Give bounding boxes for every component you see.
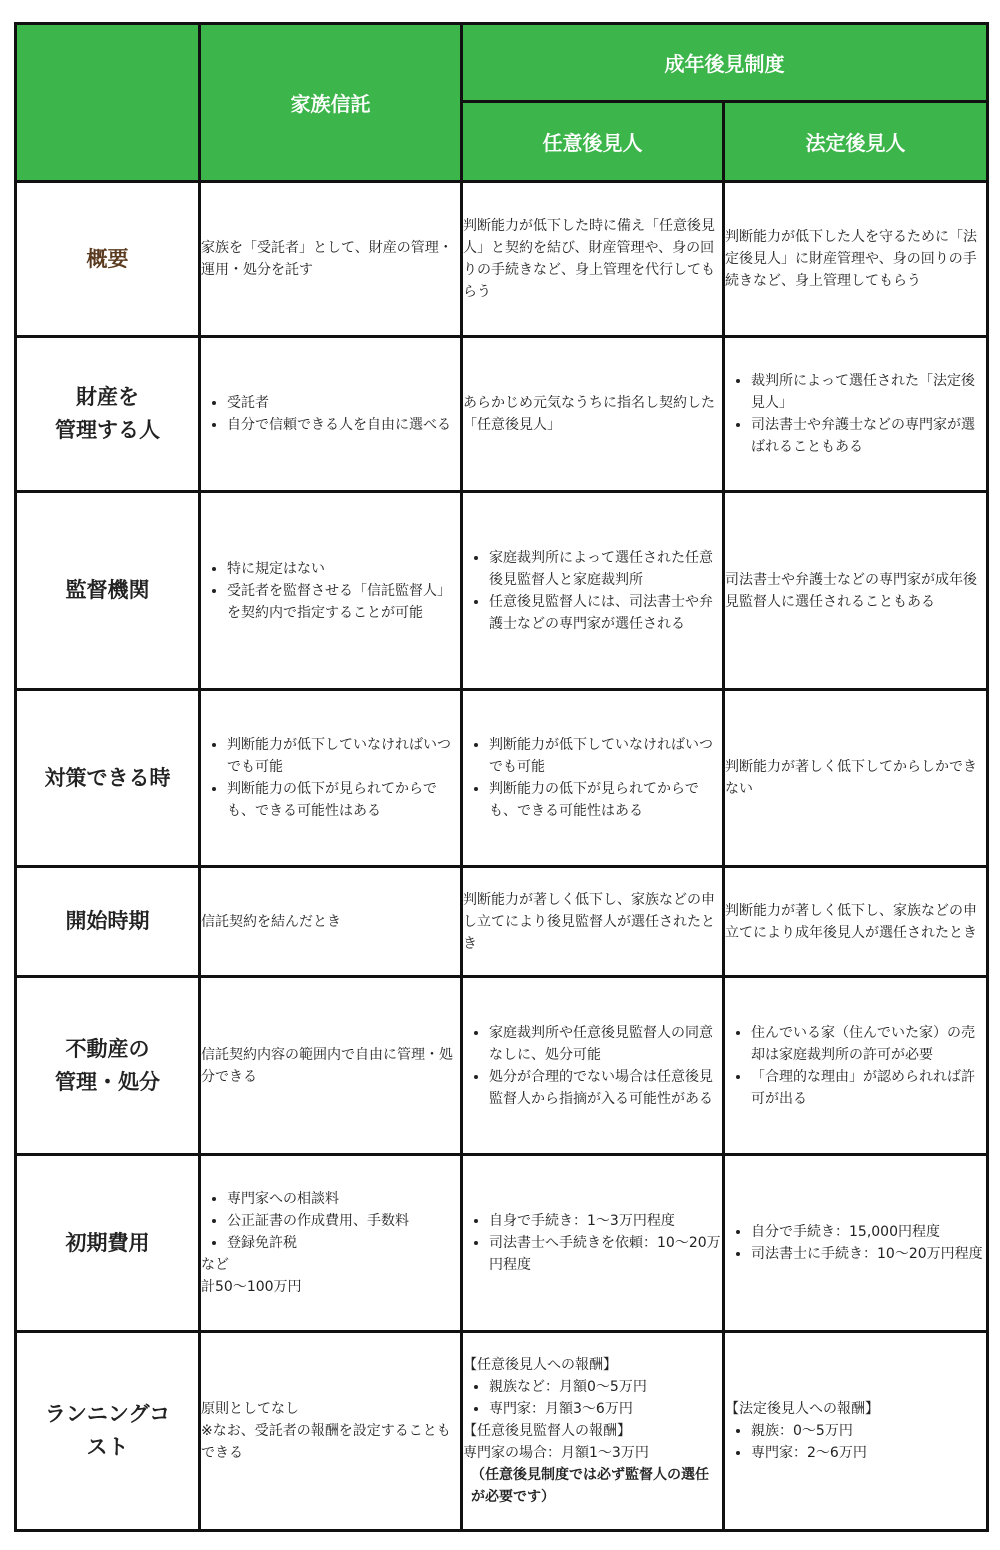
initial-cost-etc: など (201, 1257, 229, 1273)
list-item: • 「合理的な理由」が認められれば許可が出る (751, 1066, 986, 1110)
row-overview (16, 182, 988, 337)
list-item: • 判断能力が低下していなければいつでも可能 (227, 734, 460, 778)
row-running-cost (16, 1332, 988, 1531)
list-item: • 自身で手続き：1〜3万円程度 (489, 1210, 722, 1232)
cell-initial-cost-voluntary (462, 1155, 724, 1332)
cell-initial-cost-trust (200, 1155, 462, 1332)
running-cost-voluntary-heading2: 【任意後見監督人の報酬】 (463, 1423, 631, 1439)
list-item: • 司法書士や弁護士などの専門家が選ばれることもある (751, 414, 986, 458)
header-family-trust: 家族信託 (200, 24, 462, 182)
cell-timing-statutory: 判断能力が著しく低下してからしかできない (724, 690, 988, 867)
row-label-start: 開始時期 (16, 867, 200, 977)
list-item: • 判断能力の低下が見られてからでも、できる可能性はある (227, 778, 460, 822)
list-item: • 専門家：2〜6万円 (751, 1442, 986, 1464)
running-cost-statutory-heading: 【法定後見人への報酬】 (725, 1401, 879, 1417)
cell-supervision-voluntary (462, 492, 724, 690)
list-item: • 家庭裁判所や任意後見監督人の同意なしに、処分可能 (489, 1022, 722, 1066)
row-start (16, 867, 988, 977)
row-initial-cost (16, 1155, 988, 1332)
running-cost-voluntary-heading1: 【任意後見人への報酬】 (463, 1357, 617, 1373)
list-item: • 専門家：月額3〜6万円 (489, 1398, 722, 1420)
running-cost-voluntary-note: （任意後見制度では必ず監督人の選任が必要です） (471, 1467, 709, 1505)
cell-real-estate-voluntary (462, 977, 724, 1155)
list-item: • 専門家への相談料 (227, 1188, 460, 1210)
list-item: • 任意後見監督人には、司法書士や弁護士などの専門家が選任される (489, 591, 722, 635)
cell-running-cost-trust (200, 1332, 462, 1531)
list-item: • 公正証書の作成費用、手数料 (227, 1210, 460, 1232)
cell-manager-voluntary: あらかじめ元気なうちに指名し契約した「任意後見人」 (462, 337, 724, 492)
header-voluntary-guardian: 任意後見人 (462, 102, 724, 182)
list-item: • 受託者を監督させる「信託監督人」を契約内で指定することが可能 (227, 580, 460, 624)
comparison-table (14, 22, 989, 1532)
cell-running-cost-statutory (724, 1332, 988, 1531)
list-item: • 特に規定はない (227, 558, 460, 580)
running-cost-trust-line1: 原則としてなし (201, 1401, 299, 1417)
cell-supervision-trust (200, 492, 462, 690)
row-label-timing: 対策できる時 (16, 690, 200, 867)
row-label-overview: 概要 (16, 182, 200, 337)
list-item: • 司法書士へ手続きを依頼：10〜20万円程度 (489, 1232, 722, 1276)
row-real-estate (16, 977, 988, 1155)
row-label-running-cost-line2: スト (86, 1435, 129, 1459)
row-label-real-estate-line2: 管理・処分 (55, 1069, 160, 1094)
cell-supervision-statutory: 司法書士や弁護士などの専門家が成年後見監督人に選任されることもある (724, 492, 988, 690)
cell-overview-statutory: 判断能力が低下した人を守るために「法定後見人」に財産管理や、身の回りの手続きなど、身上管理してもらう (724, 182, 988, 337)
row-label-initial-cost: 初期費用 (16, 1155, 200, 1332)
list-item: • 住んでいる家（住んでいた家）の売却は家庭裁判所の許可が必要 (751, 1022, 986, 1066)
list-item: • 親族など：月額0〜5万円 (489, 1376, 722, 1398)
running-cost-trust-line2: ※なお、受託者の報酬を設定することもできる (201, 1423, 451, 1461)
row-label-running-cost (16, 1332, 200, 1531)
cell-start-trust: 信託契約を結んだとき (200, 867, 462, 977)
row-manager (16, 337, 988, 492)
list-item: • 自分で手続き：15,000円程度 (751, 1221, 986, 1243)
cell-overview-voluntary: 判断能力が低下した時に備え「任意後見人」と契約を結び、財産管理や、身の回りの手続きなど、身上管理を代行してもらう (462, 182, 724, 337)
list-item: • 自分で信頼できる人を自由に選べる (227, 414, 460, 436)
list-item: • 判断能力の低下が見られてからでも、できる可能性はある (489, 778, 722, 822)
header-statutory-guardian: 法定後見人 (724, 102, 988, 182)
cell-timing-trust (200, 690, 462, 867)
header-corner (16, 24, 200, 182)
row-label-manager-line2: 管理する人 (55, 418, 160, 442)
cell-initial-cost-statutory (724, 1155, 988, 1332)
list-item: • 親族：0〜5万円 (751, 1420, 986, 1442)
list-item: • 判断能力が低下していなければいつでも可能 (489, 734, 722, 778)
initial-cost-total: 計50〜100万円 (201, 1279, 302, 1295)
list-item: • 裁判所によって選任された「法定後見人」 (751, 370, 986, 414)
header-guardianship: 成年後見制度 (462, 24, 988, 102)
running-cost-voluntary-line: 専門家の場合：月額1〜3万円 (463, 1445, 649, 1461)
list-item: • 登録免許税 (227, 1232, 460, 1254)
cell-running-cost-voluntary (462, 1332, 724, 1531)
list-item: • 受託者 (227, 392, 460, 414)
cell-overview-trust: 家族を「受託者」として、財産の管理・運用・処分を託す (200, 182, 462, 337)
list-item: • 処分が合理的でない場合は任意後見監督人から指摘が入る可能性がある (489, 1066, 722, 1110)
row-label-real-estate-line1: 不動産の (65, 1036, 150, 1061)
cell-timing-voluntary (462, 690, 724, 867)
cell-start-voluntary: 判断能力が著しく低下し、家族などの申し立てにより後見監督人が選任されたとき (462, 867, 724, 977)
cell-manager-trust (200, 337, 462, 492)
cell-start-statutory: 判断能力が著しく低下し、家族などの申立てにより成年後見人が選任されたとき (724, 867, 988, 977)
row-label-manager-line1: 財産を (76, 385, 139, 409)
list-item: • 司法書士に手続き：10〜20万円程度 (751, 1243, 986, 1265)
cell-real-estate-trust: 信託契約内容の範囲内で自由に管理・処分できる (200, 977, 462, 1155)
row-label-supervision: 監督機関 (16, 492, 200, 690)
row-timing (16, 690, 988, 867)
cell-manager-statutory (724, 337, 988, 492)
list-item: • 家庭裁判所によって選任された任意後見監督人と家庭裁判所 (489, 547, 722, 591)
row-label-running-cost-line1: ランニングコ (44, 1402, 171, 1426)
cell-real-estate-statutory (724, 977, 988, 1155)
row-label-manager (16, 337, 200, 492)
row-label-real-estate (16, 977, 200, 1155)
row-supervision (16, 492, 988, 690)
